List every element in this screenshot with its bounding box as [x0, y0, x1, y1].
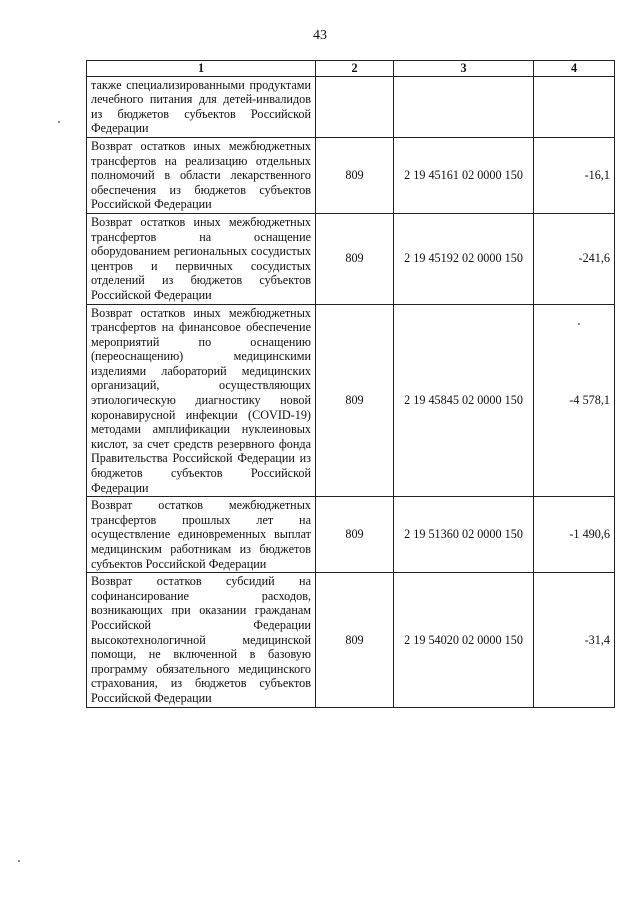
- row-budget-code: 2 19 45161 02 0000 150: [394, 137, 534, 213]
- row-amount: [534, 76, 615, 137]
- row-description: Возврат остатков иных межбюджетных трансфертов на реализацию отдельных полномочий в области лекарственного обеспечения из бюджетов субъектов Российской Федерации: [87, 137, 316, 213]
- scan-speck: [18, 860, 20, 862]
- row-description: Возврат остатков иных межбюджетных трансфертов на финансовое обеспечение мероприятий по оснащению (переоснащению) медицинскими изделиями лабораторий медицинских организаций, осуществляющих этиологическую диагностику новой коронавирусной инфекции (COVID-19) методами амплификации нуклеиновых кислот, за счет средств резервного фонда Правительства Российской Федерации из бюджетов субъектов Российской Федерации: [87, 304, 316, 497]
- row-description: Возврат остатков субсидий на софинансирование расходов, возникающих при оказании гражданам Российской Федерации высокотехнологичной медицинской помощи, не включенной в базовую программу обязательного медицинского страхования, из бюджетов субъектов Российской Федерации: [87, 573, 316, 707]
- scan-speck: [58, 121, 60, 123]
- row-amount: -31,4: [534, 573, 615, 707]
- budget-return-table: [86, 60, 615, 708]
- row-admin-code: 809: [316, 497, 394, 573]
- page-number: 43: [313, 28, 327, 43]
- row-description: также специализированными продуктами лечебного питания для детей-инвалидов из бюджетов субъектов Российской Федерации: [87, 76, 316, 137]
- table-row: [87, 573, 615, 707]
- row-amount: -1 490,6: [534, 497, 615, 573]
- column-header-1: 1: [87, 61, 316, 77]
- table-row: [87, 76, 615, 137]
- row-admin-code: 809: [316, 304, 394, 497]
- table-row: [87, 304, 615, 497]
- row-budget-code: 2 19 51360 02 0000 150: [394, 497, 534, 573]
- column-header-4: 4: [534, 61, 615, 77]
- row-admin-code: 809: [316, 213, 394, 304]
- column-header-2: 2: [316, 61, 394, 77]
- row-amount: -4 578,1: [534, 304, 615, 497]
- table-row: [87, 497, 615, 573]
- table-row: [87, 137, 615, 213]
- table-header-row: [87, 61, 615, 77]
- row-description: Возврат остатков иных межбюджетных трансфертов на оснащение оборудованием региональных сосудистых центров и первичных сосудистых отделений из бюджетов субъектов Российской Федерации: [87, 213, 316, 304]
- row-budget-code: 2 19 45192 02 0000 150: [394, 213, 534, 304]
- row-admin-code: 809: [316, 137, 394, 213]
- row-admin-code: [316, 76, 394, 137]
- row-budget-code: 2 19 45845 02 0000 150: [394, 304, 534, 497]
- table-row: [87, 213, 615, 304]
- row-budget-code: 2 19 54020 02 0000 150: [394, 573, 534, 707]
- row-admin-code: 809: [316, 573, 394, 707]
- row-description: Возврат остатков межбюджетных трансфертов прошлых лет на осуществление единовременных выплат медицинским работникам из бюджетов субъектов Российской Федерации: [87, 497, 316, 573]
- row-budget-code: [394, 76, 534, 137]
- column-header-3: 3: [394, 61, 534, 77]
- scan-speck: [578, 323, 580, 325]
- row-amount: -241,6: [534, 213, 615, 304]
- row-amount: -16,1: [534, 137, 615, 213]
